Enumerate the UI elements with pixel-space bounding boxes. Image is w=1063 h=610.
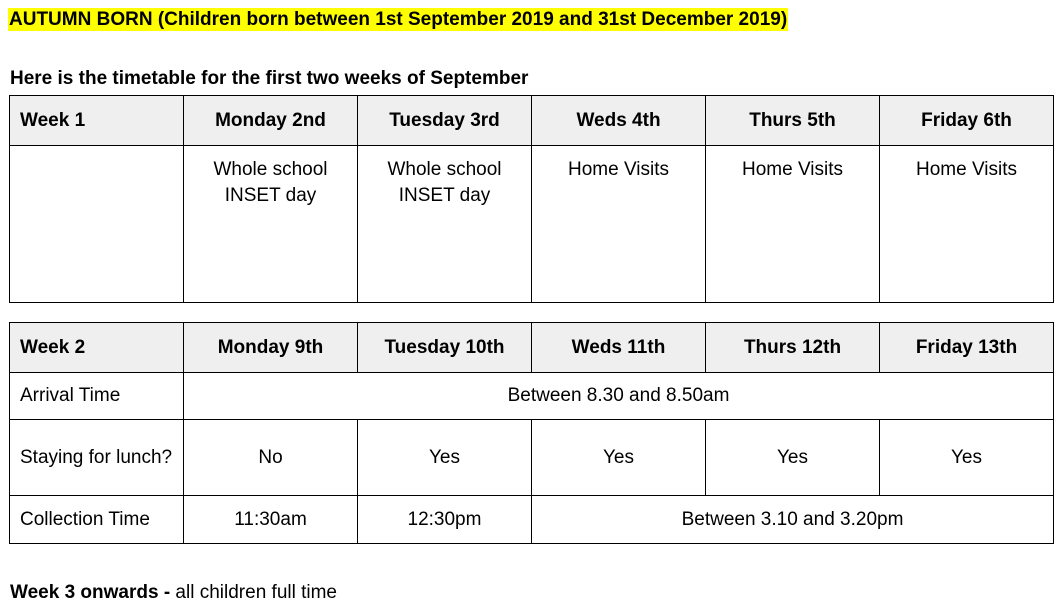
week1-tuesday-cell: Whole school INSET day [358, 146, 532, 303]
week1-day-wednesday: Weds 4th [532, 96, 706, 146]
lunch-label: Staying for lunch? [10, 420, 184, 496]
collection-monday: 11:30am [184, 496, 358, 544]
week1-day-friday: Friday 6th [880, 96, 1054, 146]
week1-day-monday: Monday 2nd [184, 96, 358, 146]
collection-wed-to-fri: Between 3.10 and 3.20pm [532, 496, 1054, 544]
week3-note-text: all children full time [170, 582, 337, 603]
week1-label: Week 1 [10, 96, 184, 146]
week2-header-row [10, 323, 1054, 373]
week1-monday-cell: Whole school INSET day [184, 146, 358, 303]
week2-day-tuesday: Tuesday 10th [358, 323, 532, 373]
week2-label: Week 2 [10, 323, 184, 373]
week1-activity-row [10, 146, 1054, 303]
lunch-thursday: Yes [706, 420, 880, 496]
lunch-monday: No [184, 420, 358, 496]
arrival-time-value: Between 8.30 and 8.50am [184, 373, 1054, 420]
week1-friday-cell: Home Visits [880, 146, 1054, 303]
lunch-wednesday: Yes [532, 420, 706, 496]
week1-timetable [9, 95, 1054, 303]
week2-day-monday: Monday 9th [184, 323, 358, 373]
lunch-tuesday: Yes [358, 420, 532, 496]
week1-wednesday-cell: Home Visits [532, 146, 706, 303]
arrival-time-row [10, 373, 1054, 420]
collection-tuesday: 12:30pm [358, 496, 532, 544]
collection-time-row [10, 496, 1054, 544]
lunch-friday: Yes [880, 420, 1054, 496]
arrival-time-label: Arrival Time [10, 373, 184, 420]
week1-thursday-cell: Home Visits [706, 146, 880, 303]
week3-note [10, 581, 337, 604]
lunch-row [10, 420, 1054, 496]
week1-empty-cell [10, 146, 184, 303]
week2-day-wednesday: Weds 11th [532, 323, 706, 373]
collection-time-label: Collection Time [10, 496, 184, 544]
week2-timetable [9, 322, 1054, 544]
week1-day-thursday: Thurs 5th [706, 96, 880, 146]
week3-note-bold: Week 3 onwards - [10, 582, 171, 603]
week1-header-row [10, 96, 1054, 146]
week2-day-friday: Friday 13th [880, 323, 1054, 373]
week1-day-tuesday: Tuesday 3rd [358, 96, 532, 146]
timetable-intro: Here is the timetable for the first two weeks of September [10, 68, 529, 89]
page-heading: AUTUMN BORN (Children born between 1st September 2019 and 31st December 2019) [9, 9, 788, 30]
week2-day-thursday: Thurs 12th [706, 323, 880, 373]
